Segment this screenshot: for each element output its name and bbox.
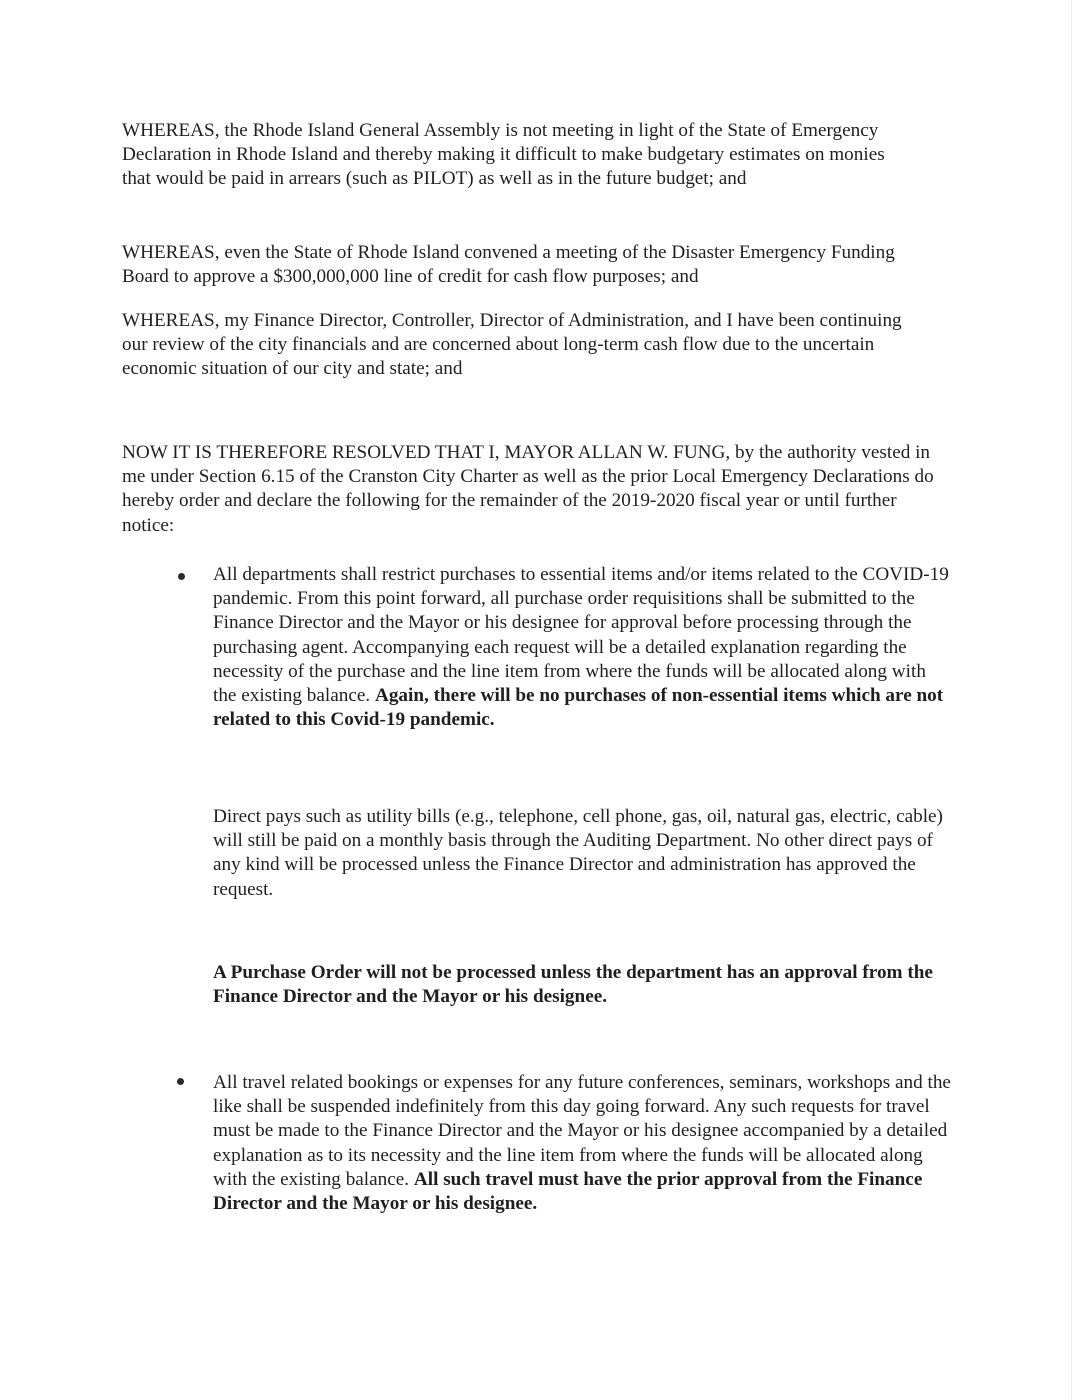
travel-bullet-text: All travel related bookings or expenses for any future conferences, seminars, workshops and the like shall be suspended indefinitely from this day going forward. Any such requests for travel must be made to the Finance Director and the Mayor or his designee accompanied by a detailed explanation as to its necessity and the line item from where the funds will be allocated along with the existing balance. [213,1072,951,1190]
bullet-point-icon [177,1078,184,1085]
travel-bullet-paragraph [213,1071,953,1216]
purchase-order-notice: A Purchase Order will not be processed unless the department has an approval from the Finance Director and the Mayor or his designee. [213,962,933,1008]
direct-pays-paragraph: Direct pays such as utility bills (e.g., telephone, cell phone, gas, oil, natural gas, electric, cable) will still be paid on a monthly basis through the Auditing Department. No other direct pays of any kind will be processed unless the Finance Director and administration has approved the request. [213,806,943,900]
purchases-bullet-paragraph [213,563,953,732]
whereas-state-credit-paragraph: WHEREAS, even the State of Rhode Island convened a meeting of the Disaster Emergency Funding Board to approve a $300,000,000 line of credit for cash flow purposes; and [122,242,895,288]
whereas-general-assembly-paragraph: WHEREAS, the Rhode Island General Assembly is not meeting in light of the State of Emergency Declaration in Rhode Island and thereby making it difficult to make budgetary estimates on monies that would be paid in arrears (such as PILOT) as well as in the future budget; and [122,120,885,190]
whereas-finance-review-paragraph: WHEREAS, my Finance Director, Controller, Director of Administration, and I have been continuing our review of the city financials and are concerned about long-term cash flow due to the uncertain economic situation of our city and state; and [122,310,902,380]
resolution-paragraph: NOW IT IS THEREFORE RESOLVED THAT I, MAYOR ALLAN W. FUNG, by the authority vested in me under Section 6.15 of the Cranston City Charter as well as the prior Local Emergency Declarations do hereby order and declare the following for the remainder of the 2019-2020 fiscal year or until further notice: [122,442,934,536]
bullet-point-icon [178,573,185,580]
page-edge-divider [1071,0,1072,1400]
purchases-bullet-text: All departments shall restrict purchases to essential items and/or items related to the COVID-19 pandemic. From this point forward, all purchase order requisitions shall be submitted to the Finance Director and the Mayor or his designee for approval before processing through the purchasing agent. Accompanying each request will be a detailed explanation regarding the necessity of the purchase and the line item from where the funds will be allocated along with the existing balance. [213,564,949,707]
purchases-bullet-bold-text: Again, there will be no purchases of non-essential items which are not related to this Covid-19 pandemic. [213,685,944,731]
travel-bullet-bold-text: All such travel must have the prior approval from the Finance Director and the Mayor or his designee. [213,1168,923,1215]
